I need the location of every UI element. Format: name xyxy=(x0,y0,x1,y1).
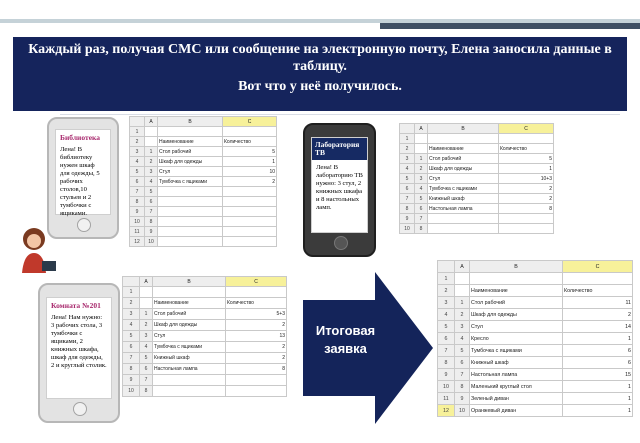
cell: 8 xyxy=(145,217,158,227)
cell: 1 xyxy=(563,405,633,417)
cell: Шкаф для одежды xyxy=(153,320,226,331)
cell: Стол рабочий xyxy=(470,297,563,309)
top-accent-bar xyxy=(380,23,640,29)
cell: Стол рабочий xyxy=(158,147,223,157)
corner-cell xyxy=(400,124,415,134)
title-banner xyxy=(13,37,627,111)
cell xyxy=(223,237,277,247)
cell: 5+3 xyxy=(226,309,287,320)
row-number: 4 xyxy=(400,164,415,174)
cell: 2 xyxy=(226,342,287,353)
cell: Стул xyxy=(153,331,226,342)
cell: 8 xyxy=(140,386,153,397)
col-header: A xyxy=(455,261,470,273)
row-number: 8 xyxy=(130,197,145,207)
cell xyxy=(226,287,287,298)
cell: 3 xyxy=(145,167,158,177)
row-number: 2 xyxy=(400,144,415,154)
row-number: 1 xyxy=(438,273,455,285)
cell xyxy=(428,224,499,234)
phone-message: Лена! Нам нужно: 3 рабочих стола, 3 тумбочки с ящиками, 2 книжных шкафа, шкаф для одежды, 2 и круглый столик. xyxy=(51,314,107,369)
cell: 2 xyxy=(226,353,287,364)
row-number: 10 xyxy=(130,217,145,227)
cell: Наименование xyxy=(153,298,226,309)
cell xyxy=(223,217,277,227)
cell: Стул xyxy=(470,321,563,333)
row-number: 9 xyxy=(123,375,140,386)
home-button-icon xyxy=(334,236,348,250)
col-header: C xyxy=(223,117,277,127)
cell: 13 xyxy=(226,331,287,342)
col-header: C xyxy=(563,261,633,273)
phone-message: Лена! В лабораторию ТВ нужно: 3 стул, 2 книжных шкафа и 8 настольных ламп. xyxy=(316,164,363,211)
cell: 10 xyxy=(145,237,158,247)
row-number: 7 xyxy=(400,194,415,204)
cell: Настольная лампа xyxy=(153,364,226,375)
phone-library xyxy=(47,117,119,239)
cell xyxy=(223,207,277,217)
cell: 1 xyxy=(499,164,554,174)
cell: 8 xyxy=(226,364,287,375)
cell: 9 xyxy=(145,227,158,237)
col-header: B xyxy=(158,117,223,127)
cell xyxy=(158,237,223,247)
cell: 1 xyxy=(140,309,153,320)
arrow-label: Итоговая заявка xyxy=(315,323,376,356)
cell xyxy=(223,127,277,137)
cell: 1 xyxy=(455,297,470,309)
cell xyxy=(428,134,499,144)
cell: 7 xyxy=(455,369,470,381)
row-number: 3 xyxy=(438,297,455,309)
spreadsheet-room-201 xyxy=(122,276,287,397)
cell: 1 xyxy=(145,147,158,157)
cell: Книжный шкаф xyxy=(428,194,499,204)
row-number: 7 xyxy=(123,353,140,364)
row-number: 5 xyxy=(438,321,455,333)
row-number: 1 xyxy=(130,127,145,137)
woman-avatar-icon xyxy=(14,225,58,273)
cell: 2 xyxy=(223,177,277,187)
cell: Шкаф для одежды xyxy=(428,164,499,174)
home-button-icon xyxy=(73,402,87,416)
phone-title: Библиотека xyxy=(60,133,100,142)
row-number: 12 xyxy=(438,405,455,417)
cell: 1 xyxy=(563,393,633,405)
cell: Наименование xyxy=(470,285,563,297)
phone-room-201 xyxy=(38,283,120,423)
cell: 1 xyxy=(563,333,633,345)
cell: 3 xyxy=(415,174,428,184)
corner-cell xyxy=(130,117,145,127)
cell: 1 xyxy=(223,157,277,167)
cell xyxy=(158,227,223,237)
cell: 7 xyxy=(140,375,153,386)
cell: Количество xyxy=(223,137,277,147)
cell: Зеленый диван xyxy=(470,393,563,405)
cell: 5 xyxy=(140,353,153,364)
cell: Количество xyxy=(499,144,554,154)
row-number: 4 xyxy=(438,309,455,321)
row-number: 9 xyxy=(438,369,455,381)
cell xyxy=(140,287,153,298)
cell xyxy=(226,386,287,397)
cell: Стол рабочий xyxy=(153,309,226,320)
cell: 6 xyxy=(140,364,153,375)
cell: Количество xyxy=(226,298,287,309)
row-number: 1 xyxy=(400,134,415,144)
col-header: A xyxy=(145,117,158,127)
cell: 8 xyxy=(415,224,428,234)
cell xyxy=(158,207,223,217)
cell: Книжный шкаф xyxy=(153,353,226,364)
cell: Тумбочка с ящиками xyxy=(153,342,226,353)
cell: 2 xyxy=(455,309,470,321)
cell: Настольная лампа xyxy=(428,204,499,214)
cell: 1 xyxy=(563,381,633,393)
row-number: 6 xyxy=(130,177,145,187)
home-button-icon xyxy=(77,218,91,232)
cell: Шкаф для одежды xyxy=(158,157,223,167)
banner-line-1: Каждый раз, получая СМС или сообщение на электронную почту, Елена заносила данные в таблицу. xyxy=(28,42,612,74)
cell: 5 xyxy=(455,345,470,357)
cell: Оранжевый диван xyxy=(470,405,563,417)
phone-message: Лена! В библиотеку нужен шкаф для одежды, 5 рабочих столов,10 стульев и 2 тумбочки с ящиками. xyxy=(60,146,100,217)
cell xyxy=(158,187,223,197)
phone-screen xyxy=(46,297,112,399)
cell xyxy=(455,285,470,297)
phone-lab-tv xyxy=(303,123,376,257)
row-number: 8 xyxy=(123,364,140,375)
row-number: 2 xyxy=(123,298,140,309)
cell: 11 xyxy=(563,297,633,309)
row-number: 5 xyxy=(400,174,415,184)
cell: 4 xyxy=(140,342,153,353)
row-number: 11 xyxy=(438,393,455,405)
cell xyxy=(455,273,470,285)
phone-screen xyxy=(55,129,111,215)
cell: 14 xyxy=(563,321,633,333)
banner-line-2: Вот что у неё получилось. xyxy=(238,79,402,94)
row-number: 4 xyxy=(123,320,140,331)
cell: 2 xyxy=(226,320,287,331)
cell xyxy=(153,287,226,298)
phone-title: Комната №201 xyxy=(51,301,101,310)
row-number: 5 xyxy=(123,331,140,342)
cell: Наименование xyxy=(158,137,223,147)
cell xyxy=(499,214,554,224)
row-number: 6 xyxy=(123,342,140,353)
cell xyxy=(415,134,428,144)
cell xyxy=(158,197,223,207)
phone-screen xyxy=(311,137,368,233)
cell: Кресло xyxy=(470,333,563,345)
row-number: 9 xyxy=(130,207,145,217)
cell: 3 xyxy=(455,321,470,333)
row-number: 3 xyxy=(123,309,140,320)
row-number: 10 xyxy=(438,381,455,393)
cell: Маленький круглый стол xyxy=(470,381,563,393)
cell xyxy=(153,386,226,397)
cell: Тумбочка с ящиками xyxy=(158,177,223,187)
cell: Тумбочка с ящиками xyxy=(428,184,499,194)
cell: 1 xyxy=(415,154,428,164)
cell xyxy=(158,127,223,137)
cell: 9 xyxy=(455,393,470,405)
cell: 5 xyxy=(415,194,428,204)
row-number: 7 xyxy=(130,187,145,197)
row-number: 12 xyxy=(130,237,145,247)
cell: 5 xyxy=(223,147,277,157)
cell: Наименование xyxy=(428,144,499,154)
cell xyxy=(499,134,554,144)
cell xyxy=(428,214,499,224)
cell: Настольная лампа xyxy=(470,369,563,381)
row-number: 9 xyxy=(400,214,415,224)
cell xyxy=(145,137,158,147)
row-number: 2 xyxy=(130,137,145,147)
cell xyxy=(563,273,633,285)
row-number: 2 xyxy=(438,285,455,297)
row-number: 3 xyxy=(400,154,415,164)
cell: 4 xyxy=(455,333,470,345)
cell: 6 xyxy=(563,357,633,369)
cell: 6 xyxy=(563,345,633,357)
phone-title: Лаборатория ТВ xyxy=(312,138,367,160)
cell: Количество xyxy=(563,285,633,297)
cell xyxy=(223,227,277,237)
col-header: C xyxy=(226,277,287,287)
row-number: 6 xyxy=(400,184,415,194)
top-background xyxy=(0,0,640,20)
cell: 7 xyxy=(415,214,428,224)
cell: 10 xyxy=(455,405,470,417)
row-number: 6 xyxy=(438,333,455,345)
cell: 10+3 xyxy=(499,174,554,184)
spreadsheet-library xyxy=(129,116,277,247)
cell: 5 xyxy=(499,154,554,164)
spreadsheet-final-order xyxy=(437,260,633,417)
cell: Книжный шкаф xyxy=(470,357,563,369)
col-header: B xyxy=(428,124,499,134)
cell: 8 xyxy=(499,204,554,214)
cell: 2 xyxy=(563,309,633,321)
row-number: 1 xyxy=(123,287,140,298)
cell xyxy=(415,144,428,154)
cell: 4 xyxy=(145,177,158,187)
row-number: 10 xyxy=(400,224,415,234)
cell xyxy=(158,217,223,227)
cell: 10 xyxy=(223,167,277,177)
cell xyxy=(140,298,153,309)
cell: 6 xyxy=(455,357,470,369)
cell xyxy=(499,224,554,234)
cell: 7 xyxy=(145,207,158,217)
row-number: 4 xyxy=(130,157,145,167)
col-header: B xyxy=(470,261,563,273)
cell: 3 xyxy=(140,331,153,342)
spreadsheet-lab-tv xyxy=(399,123,554,234)
col-header: A xyxy=(140,277,153,287)
cell xyxy=(223,197,277,207)
cell: 6 xyxy=(145,197,158,207)
cell: 5 xyxy=(145,187,158,197)
corner-cell xyxy=(123,277,140,287)
cell xyxy=(145,127,158,137)
cell: Шкаф для одежды xyxy=(470,309,563,321)
cell: Стул xyxy=(158,167,223,177)
row-number: 3 xyxy=(130,147,145,157)
divider-line xyxy=(60,114,620,115)
row-number: 8 xyxy=(438,357,455,369)
cell xyxy=(470,273,563,285)
row-number: 7 xyxy=(438,345,455,357)
cell: Стол рабочий xyxy=(428,154,499,164)
cell: 15 xyxy=(563,369,633,381)
col-header: B xyxy=(153,277,226,287)
row-number: 11 xyxy=(130,227,145,237)
cell: Тумбочка с ящиками xyxy=(470,345,563,357)
cell xyxy=(223,187,277,197)
cell xyxy=(153,375,226,386)
row-number: 10 xyxy=(123,386,140,397)
cell: 2 xyxy=(499,194,554,204)
corner-cell xyxy=(438,261,455,273)
cell: 6 xyxy=(415,204,428,214)
cell: 2 xyxy=(145,157,158,167)
cell: Стул xyxy=(428,174,499,184)
cell: 2 xyxy=(140,320,153,331)
col-header: C xyxy=(499,124,554,134)
col-header: A xyxy=(415,124,428,134)
cell xyxy=(226,375,287,386)
row-number: 8 xyxy=(400,204,415,214)
row-number: 5 xyxy=(130,167,145,177)
cell: 2 xyxy=(415,164,428,174)
cell: 8 xyxy=(455,381,470,393)
cell: 4 xyxy=(415,184,428,194)
cell: 2 xyxy=(499,184,554,194)
